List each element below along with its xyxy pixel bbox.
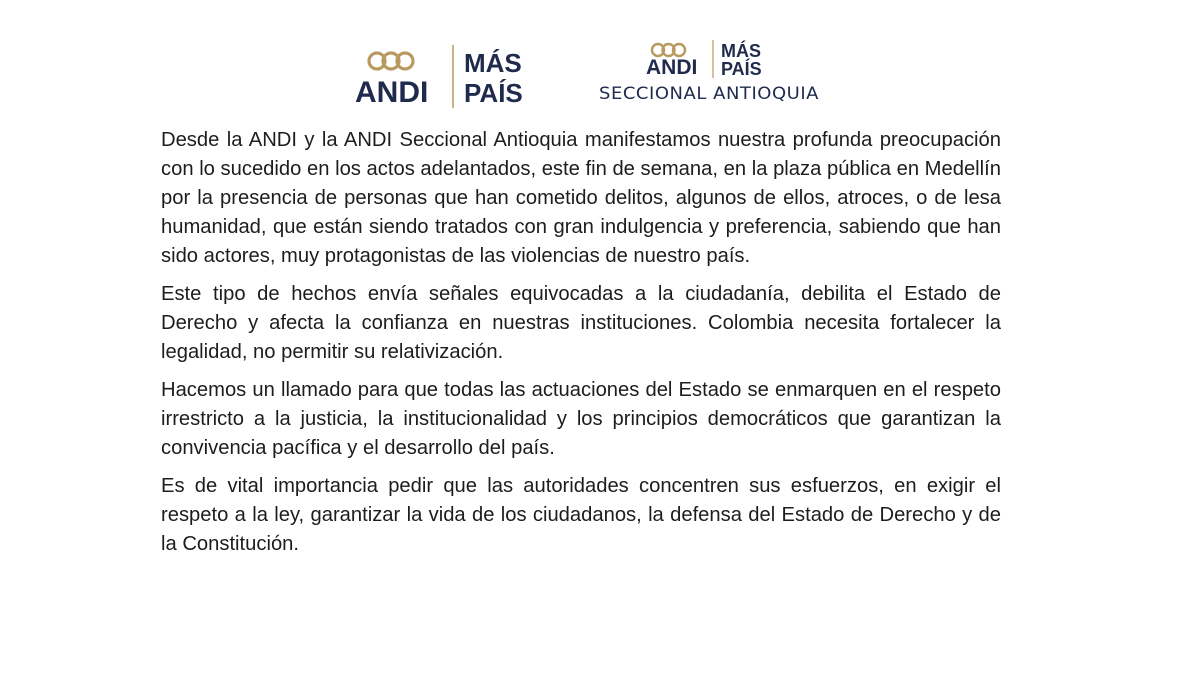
pais-wordmark: PAÍS — [721, 59, 762, 79]
pais-wordmark: PAÍS — [464, 78, 523, 108]
statement-paragraph: Hacemos un llamado para que todas las actuaciones del Estado se enmarquen en el respeto irrestricto a la justicia, la institucionalidad y los principios democráticos que garantizan la convivencia pacífica y el desarrollo del país. — [161, 379, 1001, 459]
andi-wordmark: ANDI — [355, 76, 429, 109]
mas-wordmark: MÁS — [464, 48, 522, 78]
andi-wordmark: ANDI — [646, 56, 698, 79]
mas-wordmark: MÁS — [721, 41, 761, 61]
andi-rings-icon — [652, 44, 685, 56]
statement-paragraph: Es de vital importancia pedir que las autoridades concentren sus esfuerzos, en exigir el respeto a la ley, garantizar la vida de los ciudadanos, la defensa del Estado de Derecho y de la Constitución. — [161, 475, 1001, 555]
andi-mas-pais-logo — [352, 42, 542, 110]
andi-seccional-antioquia-logo — [596, 38, 822, 104]
seccional-antioquia-label: SECCIONAL ANTIOQUIA — [599, 84, 819, 104]
statement-paragraph: Este tipo de hechos envía señales equivocadas a la ciudadanía, debilita el Estado de Derecho y afecta la confianza en nuestras instituciones. Colombia necesita fortalecer la legalidad, no permitir su relativización. — [161, 283, 1001, 363]
logos-header — [0, 38, 1200, 110]
press-statement — [161, 126, 1001, 568]
statement-paragraph: Desde la ANDI y la ANDI Seccional Antioquia manifestamos nuestra profunda preocupación con lo sucedido en los actos adelantados, este fin de semana, en la plaza pública en Medellín por la presencia de personas que han cometido delitos, algunos de ellos, atroces, o de lesa humanidad, que están siendo tratados con gran indulgencia y preferencia, sabiendo que han sido actores, muy protagonistas de las violencias de nuestro país. — [161, 129, 1001, 267]
andi-rings-icon — [369, 53, 413, 69]
